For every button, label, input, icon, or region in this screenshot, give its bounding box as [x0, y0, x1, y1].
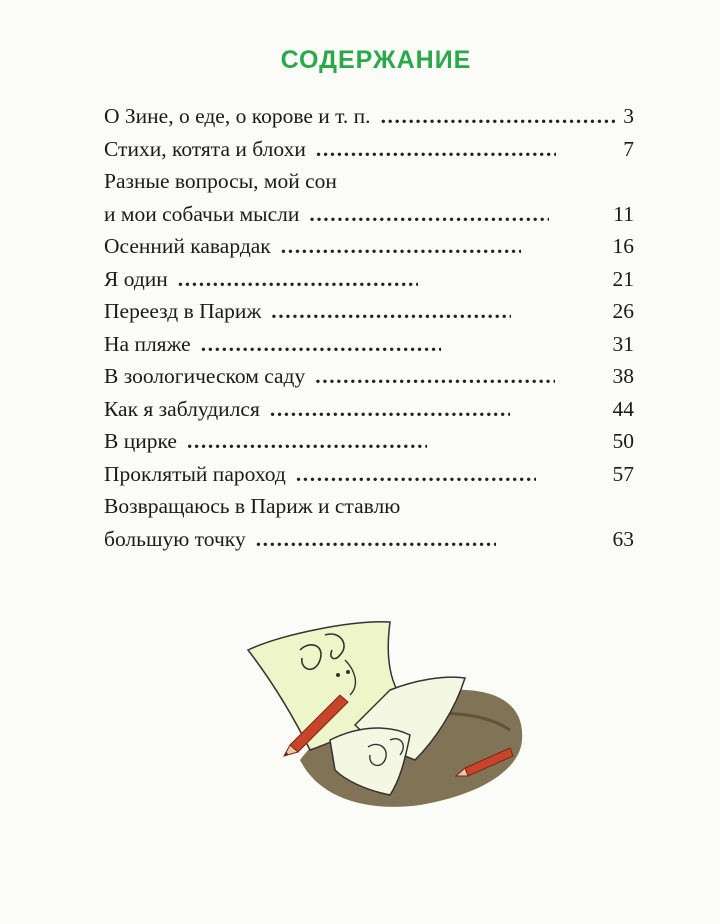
toc-entry-title: В цирке	[104, 429, 177, 453]
toc-leader-dots	[315, 360, 555, 393]
pencil-and-drawings-illustration	[240, 600, 530, 815]
toc-leader-dots	[178, 263, 418, 296]
toc-leader-dots	[187, 425, 427, 458]
toc-entry-title: большую точку	[104, 526, 246, 551]
page-title: СОДЕРЖАНИЕ	[280, 46, 472, 74]
toc-entry-title: В зоологическом саду	[104, 364, 306, 388]
toc-entry	[104, 263, 634, 296]
toc-page-number: 7	[623, 136, 634, 161]
toc-entry	[104, 425, 634, 458]
toc-leader-dots	[309, 198, 549, 231]
toc-list	[104, 100, 634, 555]
toc-page-number: 57	[612, 461, 634, 486]
toc-entry-title: Осенний кавардак	[104, 234, 271, 258]
toc-page-number: 26	[612, 299, 634, 323]
toc-page-number: 63	[612, 526, 634, 551]
toc-page-number: 31	[612, 331, 634, 356]
toc-page-number: 3	[623, 104, 634, 128]
toc-entry	[104, 490, 634, 555]
toc-entry	[104, 295, 634, 328]
toc-entry-title: и мои собачьи мысли	[104, 201, 300, 226]
toc-leader-dots	[381, 100, 616, 133]
toc-entry	[104, 360, 634, 393]
toc-page-number: 50	[612, 429, 634, 453]
toc-page-number: 44	[612, 396, 634, 421]
toc-leader-dots	[296, 458, 536, 491]
toc-entry	[104, 133, 634, 166]
toc-entry	[104, 100, 634, 133]
toc-entry-title: Проклятый пароход	[104, 461, 286, 486]
toc-entry-title: Я один	[104, 266, 168, 291]
toc-entry-title-line1: Разные вопросы, мой сон	[104, 169, 337, 193]
toc-entry-title: Переезд в Париж	[104, 299, 262, 323]
toc-page-number: 11	[613, 201, 634, 226]
toc-leader-dots	[270, 393, 510, 426]
toc-page-number: 21	[612, 266, 634, 291]
toc-leader-dots	[281, 230, 521, 263]
toc-entry	[104, 328, 634, 361]
toc-entry	[104, 393, 634, 426]
toc-leader-dots	[316, 133, 556, 166]
toc-entry	[104, 230, 634, 263]
toc-leader-dots	[201, 328, 441, 361]
toc-leader-dots	[271, 295, 511, 328]
toc-leader-dots	[256, 523, 496, 556]
toc-entry-title: Стихи, котята и блохи	[104, 136, 306, 161]
toc-entry-title: Как я заблудился	[104, 396, 260, 421]
toc-page-number: 16	[612, 234, 634, 258]
toc-entry	[104, 458, 634, 491]
toc-entry-title: О Зине, о еде, о корове и т. п.	[104, 104, 371, 128]
toc-entry-title-line1: Возвращаюсь в Париж и ставлю	[104, 494, 401, 518]
toc-entry	[104, 165, 634, 230]
toc-entry-title: На пляже	[104, 331, 191, 356]
toc-page-number: 38	[612, 364, 634, 388]
